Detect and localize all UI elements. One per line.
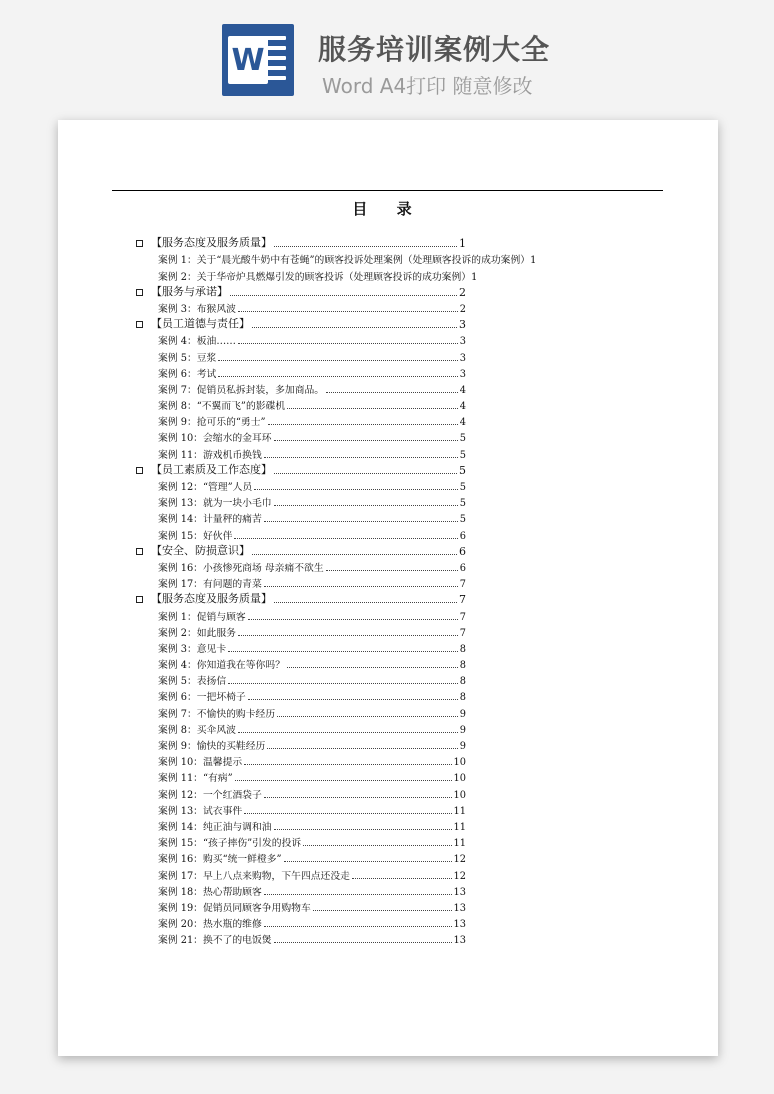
toc-entry[interactable] <box>136 687 466 703</box>
dot-leader <box>264 797 452 798</box>
toc-entry-title: 案例 3：布猴风波 <box>158 303 236 315</box>
dot-leader <box>274 942 452 943</box>
dot-leader <box>248 699 458 700</box>
dot-leader <box>274 602 457 603</box>
toc-entry[interactable] <box>136 444 466 460</box>
toc-page-number: 5 <box>459 463 466 477</box>
toc-page-number: 1 <box>530 255 537 267</box>
dot-leader <box>352 878 452 879</box>
toc-entry-title: 案例 9：愉快的买鞋经历 <box>158 741 266 752</box>
dot-leader <box>274 505 458 506</box>
toc-page-number: 10 <box>453 789 466 801</box>
dot-leader <box>326 392 458 393</box>
dot-leader <box>268 424 458 425</box>
toc-entry[interactable] <box>136 784 466 800</box>
toc-entry-title: 案例 14：纯正油与调和油 <box>158 821 272 833</box>
toc-page-number: 3 <box>459 352 466 364</box>
toc-entry-title: 案例 4：你知道我在等你吗？ <box>158 660 285 672</box>
toc-section[interactable] <box>136 234 466 250</box>
toc-entry[interactable] <box>136 882 466 898</box>
toc-page-number: 2 <box>459 303 466 315</box>
toc-section[interactable] <box>136 590 466 606</box>
toc-entry[interactable] <box>136 606 466 622</box>
toc-entry[interactable] <box>136 817 466 833</box>
toc-page-number: 1 <box>471 271 478 283</box>
toc-entry-title: 案例 2：关于华帝炉具燃爆引发的顾客投诉（处理顾客投诉的成功案例） <box>158 271 472 283</box>
toc-entry[interactable] <box>136 736 466 752</box>
toc-entry[interactable] <box>136 558 466 574</box>
toc-section[interactable] <box>136 283 466 299</box>
table-of-contents <box>136 234 537 947</box>
toc-page-number: 6 <box>459 544 466 558</box>
toc-entry-title: 【服务与承诺】 <box>151 284 228 298</box>
toc-entry[interactable] <box>136 477 466 493</box>
dot-leader <box>313 910 452 911</box>
toc-entry[interactable] <box>136 493 466 509</box>
toc-entry-title: 案例 14：计量秤的痛苦 <box>158 514 262 526</box>
toc-entry[interactable] <box>136 703 466 719</box>
toc-page-number: 7 <box>459 627 466 639</box>
toc-entry-title: 案例 18：热心帮助顾客 <box>158 886 262 898</box>
document-page <box>58 120 718 1056</box>
toc-page-number: 5 <box>459 514 466 526</box>
toc-page-number: 7 <box>459 579 466 591</box>
toc-entry-title: 案例 19：促销员同顾客争用购物车 <box>158 902 311 914</box>
dot-leader <box>277 716 458 717</box>
toc-entry[interactable] <box>136 833 466 849</box>
toc-page-number: 10 <box>453 773 466 785</box>
toc-entry-title: 【员工素质及工作态度】 <box>151 462 272 476</box>
toc-page-number: 7 <box>459 593 466 607</box>
dot-leader <box>244 764 451 765</box>
toc-page-number: 8 <box>459 676 466 688</box>
toc-entry-title: 案例 16：小孩惨死商场 母亲痛不欲生 <box>158 562 324 574</box>
toc-entry[interactable] <box>136 930 466 946</box>
dot-leader <box>252 327 457 328</box>
toc-page-number: 8 <box>459 660 466 672</box>
dot-leader <box>252 554 457 555</box>
toc-title: 目 录 <box>352 200 424 218</box>
toc-entry-title: 案例 17：有问题的青菜 <box>158 579 262 591</box>
toc-entry-title: 【员工道德与责任】 <box>151 317 250 331</box>
dot-leader <box>264 521 458 522</box>
toc-entry-title: 案例 9：抢可乐的“勇士” <box>158 417 266 429</box>
toc-entry-title: 案例 1：促销与顾客 <box>158 611 246 623</box>
toc-entry-title: 【服务态度及服务质量】 <box>151 236 272 250</box>
toc-entry-title: 案例 5：豆浆 <box>158 352 217 364</box>
toc-entry-title: 案例 11：“有病” <box>158 773 233 785</box>
toc-entry[interactable] <box>136 720 466 736</box>
toc-entry-title: 案例 10：会缩水的金耳环 <box>158 433 272 445</box>
dot-leader <box>264 894 452 895</box>
toc-page-number: 6 <box>459 562 466 574</box>
toc-entry[interactable] <box>136 331 466 347</box>
dot-leader <box>230 295 457 296</box>
toc-page-number: 13 <box>453 919 466 931</box>
checkbox-bullet-icon <box>136 596 143 603</box>
toc-entry-title: 案例 4：板油…… <box>158 336 236 348</box>
toc-page-number: 12 <box>453 854 466 866</box>
toc-entry-title: 案例 7：促销员私拆封装，多加商品。 <box>158 384 325 396</box>
dot-leader <box>254 489 458 490</box>
toc-page-number: 11 <box>453 821 466 833</box>
toc-entry-title: 案例 11：游戏机币换钱 <box>158 449 262 461</box>
word-letter: W <box>228 36 268 84</box>
word-doc-icon <box>222 24 294 96</box>
toc-entry-title: 案例 7：不愉快的购卡经历 <box>158 708 276 720</box>
toc-page-number: 4 <box>459 401 466 413</box>
toc-entry[interactable] <box>136 299 466 315</box>
dot-leader <box>244 813 451 814</box>
toc-entry-title: 案例 10：温馨提示 <box>158 757 243 769</box>
dot-leader <box>238 635 458 636</box>
dot-leader <box>228 651 458 652</box>
toc-entry-title: 案例 17：早上八点来购物，下午四点还没走 <box>158 870 350 882</box>
toc-entry-title: 【服务态度及服务质量】 <box>151 592 272 606</box>
dot-leader <box>218 360 457 361</box>
toc-entry-title: 案例 6：考试 <box>158 368 217 380</box>
toc-page-number: 7 <box>459 611 466 623</box>
dot-leader <box>238 311 458 312</box>
toc-page-number: 4 <box>459 384 466 396</box>
checkbox-bullet-icon <box>136 289 143 296</box>
header-rule <box>112 190 663 191</box>
toc-entry[interactable] <box>136 639 466 655</box>
toc-entry[interactable] <box>136 623 466 639</box>
dot-leader <box>303 845 451 846</box>
dot-leader <box>264 926 452 927</box>
toc-entry[interactable] <box>136 380 466 396</box>
toc-entry-title: 【安全、防损意识】 <box>151 543 250 557</box>
toc-page-number: 3 <box>459 318 466 332</box>
toc-entry[interactable] <box>136 250 537 267</box>
toc-entry[interactable] <box>136 849 466 865</box>
toc-page-number: 8 <box>459 692 466 704</box>
toc-entry-title: 案例 16：购买“统一鲜橙多” <box>158 854 282 866</box>
toc-page-number: 13 <box>453 902 466 914</box>
dot-leader <box>235 780 452 781</box>
toc-page-number: 3 <box>459 336 466 348</box>
toc-section[interactable] <box>136 315 466 331</box>
toc-page-number: 5 <box>459 449 466 461</box>
toc-page-number: 1 <box>459 237 466 251</box>
toc-page-number: 5 <box>459 482 466 493</box>
toc-page-number: 2 <box>459 285 466 299</box>
toc-section[interactable] <box>136 461 466 477</box>
toc-entry[interactable] <box>136 428 466 444</box>
toc-page-number: 6 <box>459 530 466 542</box>
dot-leader <box>284 861 452 862</box>
toc-entry[interactable] <box>136 266 478 283</box>
dot-leader <box>218 376 457 377</box>
toc-page-number: 5 <box>459 433 466 445</box>
dot-leader <box>238 732 458 733</box>
toc-page-number: 9 <box>459 741 466 752</box>
dot-leader <box>274 473 457 474</box>
toc-entry-title: 案例 13：试衣事件 <box>158 805 243 817</box>
toc-entry[interactable] <box>136 396 466 412</box>
toc-page-number: 12 <box>453 870 466 882</box>
toc-page-number: 11 <box>453 805 466 817</box>
banner-title: 服务培训案例大全 <box>318 33 551 66</box>
toc-entry[interactable] <box>136 509 466 525</box>
dot-leader <box>287 408 458 409</box>
toc-entry[interactable] <box>136 768 466 784</box>
toc-entry-title: 案例 15：好伙伴 <box>158 530 233 542</box>
toc-entry-title: 案例 12：“管理”人员 <box>158 482 253 493</box>
dot-leader <box>234 538 457 539</box>
toc-entry[interactable] <box>136 655 466 671</box>
toc-page-number: 10 <box>453 757 466 769</box>
dot-leader <box>287 667 458 668</box>
dot-leader <box>274 440 458 441</box>
toc-page-number: 9 <box>459 708 466 720</box>
banner-subtitle: Word A4打印 随意修改 <box>322 74 533 98</box>
toc-entry[interactable] <box>136 898 466 914</box>
dot-leader <box>238 343 458 344</box>
toc-page-number: 9 <box>459 724 466 736</box>
toc-page-number: 4 <box>459 417 466 429</box>
toc-entry[interactable] <box>136 525 466 541</box>
toc-entry-title: 案例 5：表扬信 <box>158 676 227 688</box>
toc-entry-title: 案例 15：“孩子摔伤”引发的投诉 <box>158 838 302 850</box>
toc-entry-title: 案例 2：如此服务 <box>158 627 236 639</box>
toc-entry[interactable] <box>136 347 466 363</box>
toc-entry[interactable] <box>136 412 466 428</box>
toc-entry-title: 案例 1：关于“晨光酸牛奶中有苍蝇”的顾客投诉处理案例（处理顾客投诉的成功案例） <box>158 255 531 267</box>
toc-page-number: 13 <box>453 935 466 947</box>
toc-entry-title: 案例 20：热水瓶的维修 <box>158 919 262 931</box>
toc-entry[interactable] <box>136 752 466 768</box>
dot-leader <box>264 457 458 458</box>
toc-entry-title: 案例 21：换不了的电饭煲 <box>158 935 272 947</box>
checkbox-bullet-icon <box>136 321 143 328</box>
toc-entry[interactable] <box>136 865 466 881</box>
toc-page-number: 5 <box>459 498 466 510</box>
toc-entry-title: 案例 13：就为一块小毛巾 <box>158 498 272 510</box>
toc-entry-title: 案例 6：一把坏椅子 <box>158 692 246 704</box>
toc-page-number: 3 <box>459 368 466 380</box>
toc-page-number: 11 <box>453 838 466 850</box>
toc-page-number: 8 <box>459 643 466 655</box>
toc-entry[interactable] <box>136 364 466 380</box>
toc-entry[interactable] <box>136 671 466 687</box>
toc-entry[interactable] <box>136 801 466 817</box>
toc-entry[interactable] <box>136 914 466 930</box>
toc-entry-title: 案例 12：一个红酒袋子 <box>158 789 262 801</box>
toc-entry-title: 案例 3：意见卡 <box>158 643 227 655</box>
header-banner <box>0 0 774 108</box>
checkbox-bullet-icon <box>136 548 143 555</box>
toc-entry-title: 案例 8：买伞风波 <box>158 724 236 736</box>
toc-page-number: 13 <box>453 886 466 898</box>
checkbox-bullet-icon <box>136 467 143 474</box>
dot-leader <box>274 829 452 830</box>
toc-entry[interactable] <box>136 574 466 590</box>
toc-section[interactable] <box>136 542 466 558</box>
checkbox-bullet-icon <box>136 240 143 247</box>
toc-entry-title: 案例 8：“不翼而飞”的影碟机 <box>158 401 286 413</box>
dot-leader <box>248 619 458 620</box>
dot-leader <box>326 570 458 571</box>
dot-leader <box>274 246 457 247</box>
dot-leader <box>267 748 457 749</box>
dot-leader <box>228 683 458 684</box>
dot-leader <box>264 586 458 587</box>
